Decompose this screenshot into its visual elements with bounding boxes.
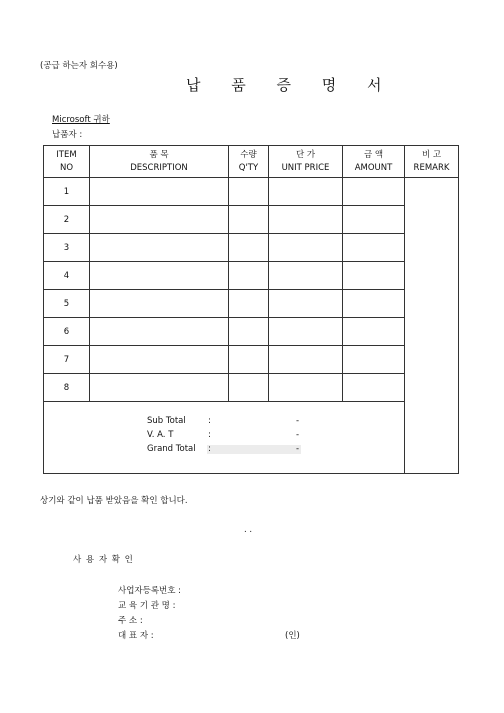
business-number-label: 사업자등록번호 : — [118, 586, 182, 596]
unit-price-cell[interactable] — [269, 290, 343, 318]
vat-colon: : — [208, 430, 211, 440]
vat-value: - — [296, 430, 300, 440]
item-number: 3 — [44, 234, 90, 262]
amount-cell[interactable] — [343, 346, 405, 374]
table-row — [44, 234, 459, 262]
grand-total-value: - — [296, 444, 300, 454]
description-cell[interactable] — [90, 234, 229, 262]
deliverer-label: 납품자 : — [52, 130, 83, 140]
description-cell[interactable] — [90, 318, 229, 346]
amount-cell[interactable] — [343, 290, 405, 318]
unit-price-cell[interactable] — [269, 346, 343, 374]
unit-price-cell[interactable] — [269, 262, 343, 290]
amount-cell[interactable] — [343, 178, 405, 206]
document-title: 납 품 증 명 서 — [186, 76, 395, 94]
item-number: 5 — [44, 290, 90, 318]
description-cell[interactable] — [90, 262, 229, 290]
quantity-cell[interactable] — [229, 234, 269, 262]
items-table — [43, 145, 459, 474]
description-cell[interactable] — [90, 290, 229, 318]
sub-total-label: Sub Total — [147, 416, 186, 426]
institution-name-label: 교 육 기 관 명 : — [118, 601, 176, 611]
description-cell[interactable] — [90, 374, 229, 402]
table-row — [44, 262, 459, 290]
user-confirm-title: 사 용 자 확 인 — [73, 555, 134, 565]
unit-price-cell[interactable] — [269, 318, 343, 346]
table-header-row — [44, 146, 459, 178]
quantity-cell[interactable] — [229, 374, 269, 402]
amount-cell[interactable] — [343, 262, 405, 290]
table-row — [44, 290, 459, 318]
summary-row — [44, 402, 459, 474]
item-number: 4 — [44, 262, 90, 290]
sub-total-value: - — [296, 416, 300, 426]
item-number: 8 — [44, 374, 90, 402]
amount-cell[interactable] — [343, 234, 405, 262]
quantity-cell[interactable] — [229, 262, 269, 290]
header-description: 품 목 DESCRIPTION — [90, 146, 229, 178]
item-number: 6 — [44, 318, 90, 346]
seal-mark: (인) — [285, 631, 300, 641]
unit-price-cell[interactable] — [269, 178, 343, 206]
quantity-cell[interactable] — [229, 318, 269, 346]
table-row — [44, 206, 459, 234]
unit-price-cell[interactable] — [269, 374, 343, 402]
header-unit-price: 단 가 UNIT PRICE — [269, 146, 343, 178]
item-number: 7 — [44, 346, 90, 374]
date-marks: . . — [244, 525, 253, 535]
amount-cell[interactable] — [343, 374, 405, 402]
addressee: Microsoft 귀하 — [52, 115, 110, 125]
quantity-cell[interactable] — [229, 346, 269, 374]
description-cell[interactable] — [90, 346, 229, 374]
remark-cell[interactable] — [405, 178, 459, 474]
table-row — [44, 374, 459, 402]
grand-total-shading — [207, 445, 301, 454]
header-item-no: ITEM NO — [44, 146, 90, 178]
representative-label: 대 표 자 : — [118, 631, 154, 641]
vat-label: V. A. T — [147, 430, 174, 440]
summary-cell — [44, 402, 405, 474]
confirmation-text: 상기와 같이 납품 받았음을 확인 합니다. — [40, 496, 188, 506]
quantity-cell[interactable] — [229, 290, 269, 318]
header-quantity: 수량 Q'TY — [229, 146, 269, 178]
quantity-cell[interactable] — [229, 178, 269, 206]
sub-total-colon: : — [208, 416, 211, 426]
unit-price-cell[interactable] — [269, 206, 343, 234]
description-cell[interactable] — [90, 178, 229, 206]
table-row — [44, 346, 459, 374]
document-note: (공급 하는자 회수용) — [40, 61, 118, 71]
amount-cell[interactable] — [343, 206, 405, 234]
item-number: 1 — [44, 178, 90, 206]
address-label: 주 소 : — [118, 616, 143, 626]
quantity-cell[interactable] — [229, 206, 269, 234]
header-amount: 금 액 AMOUNT — [343, 146, 405, 178]
description-cell[interactable] — [90, 206, 229, 234]
table-row — [44, 318, 459, 346]
amount-cell[interactable] — [343, 318, 405, 346]
grand-total-label: Grand Total — [147, 444, 196, 454]
item-number: 2 — [44, 206, 90, 234]
grand-total-colon: : — [208, 444, 211, 454]
table-row — [44, 178, 459, 206]
unit-price-cell[interactable] — [269, 234, 343, 262]
header-remark: 비 고 REMARK — [405, 146, 459, 178]
